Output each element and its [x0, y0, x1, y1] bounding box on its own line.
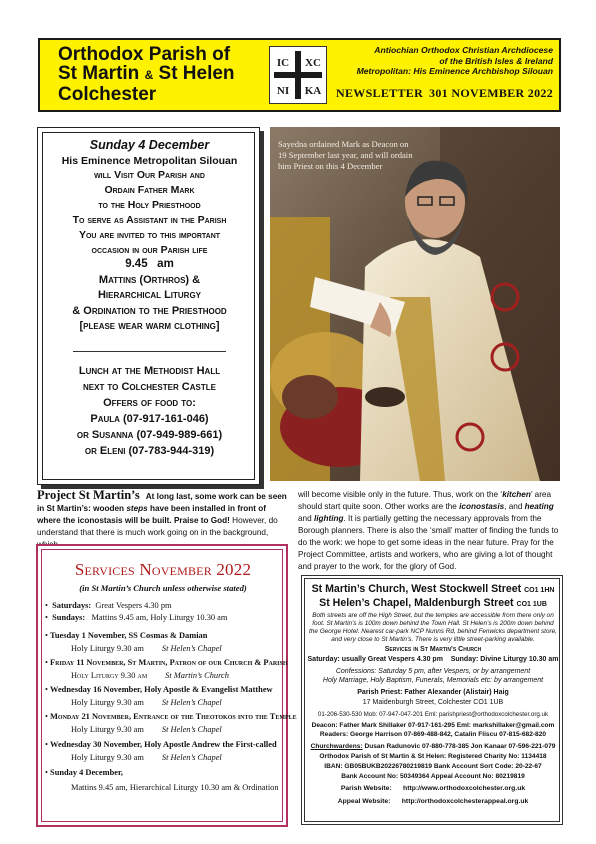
info-charity: Orthodox Parish of St Martin & St Helen: Registered Charity No: 1134418 [319, 753, 547, 760]
project-right-c: , and [504, 502, 525, 511]
diocese-line-1: Antiochian Orthodox Christian Archdiocese [374, 45, 553, 55]
diocese-line-3: Metropolitan: His Eminence Archbishop Silouan [356, 66, 553, 76]
newsletter-label: NEWSLETTER [336, 86, 424, 100]
service-e2-detail [45, 670, 285, 681]
church1-postcode: CO1 1HN [524, 587, 555, 594]
svg-text:IC: IC [276, 57, 290, 69]
e3-detail: Holy Liturgy 9.30 am [71, 698, 144, 707]
e3-place: St Helen’s Chapel [161, 698, 222, 707]
project-kitchen: kitchen [502, 490, 531, 499]
info-sat: Saturday: usually Great Vespers 4.30 pm [307, 656, 443, 663]
church2-name: St Helen’s Chapel, Maldenburgh Street [319, 597, 514, 609]
announce-line-7: occasion in our Parish life [91, 244, 208, 256]
announce-date: Sunday 4 December [89, 138, 210, 152]
contact-paula: Paula (07-917-161-046) [90, 413, 209, 425]
contact-eleni: or Eleni (07-783-944-319) [84, 445, 215, 457]
service-e3-detail [45, 697, 285, 708]
info-church-2 [305, 597, 561, 609]
title-st-martin: St Martin [58, 63, 140, 84]
project-title: Project St Martin’s [37, 488, 140, 502]
e1-title: Tuesday 1 November, SS Cosmas & Damian [50, 631, 208, 640]
service-e4-detail [45, 724, 285, 735]
announce-divider [73, 351, 226, 352]
church2-postcode: CO1 1UB [516, 601, 547, 608]
e2-title: Friday 11 November, St Martin, Patron of our Church & Parish [50, 658, 288, 667]
service-sundays: • Sundays: Mattins 9.45 am, Holy Liturgy 10.30 am [45, 613, 228, 622]
announce-line-2: will Visit Our Parish and [94, 169, 205, 181]
project-lighting: lighting [313, 514, 344, 523]
info-services-times [305, 656, 561, 663]
announce-line-5: To serve as Assistant in the Parish [72, 214, 227, 226]
services-title: Services November 2022 [74, 560, 252, 579]
church1-name: St Martin’s Church, West Stockwell Street [311, 583, 522, 595]
info-phones: 01-206-530-530 Mob: 07-947-047-201 Eml: parishpriest@orthodoxcolchester.org.uk [317, 711, 549, 718]
e6-detail: Mattins 9.45 am, Hierarchical Liturgy 10.30 am & Ordination [71, 783, 279, 792]
project-left-a: At long last, some work can be seen in St Martin’s: wooden [37, 492, 287, 513]
info-readers: Readers: George Harrison 07-869-488-842, Catalin Fliscu 07-815-682-820 [319, 731, 547, 738]
project-right-b: ’ area should start quite soon. Other works are the [298, 490, 552, 511]
wardens-label: Churchwardens: [310, 743, 363, 750]
service-e3-title: • Wednesday 16 November, Holy Apostle & Evangelist Matthew [45, 685, 273, 694]
sun-label: Sundays: [52, 613, 86, 622]
appeal-website-link[interactable]: Appeal Website: http://orthodoxcolchesterappeal.org.uk [337, 798, 529, 805]
announce-line-10: & Ordination to the Priesthood [72, 305, 227, 317]
title-line-3: Colchester [58, 84, 157, 105]
service-e2-title: • Friday 11 November, St Martin, Patron of our Church & Parish [45, 658, 288, 667]
svg-text:XC: XC [305, 57, 321, 69]
e5-detail: Holy Liturgy 9.30 am [71, 753, 144, 762]
sun-text: Mattins 9.45 am, Holy Liturgy 10.30 am [91, 613, 228, 622]
title-line-1: Orthodox Parish of [58, 44, 231, 65]
info-sacraments: Holy Marriage, Holy Baptism, Funerals, Memorials etc: by arrangement [322, 677, 544, 684]
project-right-d: and [298, 514, 314, 523]
announce-line-1: His Eminence Metropolitan Silouan [61, 155, 238, 167]
project-text-left [37, 489, 291, 551]
diocese-info [336, 45, 553, 77]
announce-time: 9.45 am [125, 258, 174, 270]
info-sun: Sunday: Divine Liturgy 10.30 am [450, 656, 559, 663]
project-iconostasis: iconostasis [459, 502, 505, 511]
contact-susanna: or Susanna (07-949-989-661) [76, 429, 223, 441]
title-line-2 [58, 64, 278, 85]
photo-caption: Sayedna ordained Mark as Deacon on 19 September last year, and will ordain him Priest on this 4 December [278, 139, 413, 171]
announce-line-8: Mattins (Orthros) & [98, 274, 201, 286]
services-box [36, 544, 297, 827]
e1-place: St Helen’s Chapel [161, 644, 222, 653]
wardens-names: Dusan Radunovic 07-880-778-385 Jon Kanaar 07-596-221-079 [362, 743, 556, 750]
service-e6-title: • Sunday 4 December, [45, 768, 124, 777]
svg-text:KA: KA [304, 85, 322, 97]
parish-website-link[interactable]: Parish Website: http://www.orthodoxcolchester.org.uk [340, 785, 526, 792]
announce-line-4: to the Holy Priesthood [98, 199, 201, 211]
e4-title: Monday 21 November, Entrance of the Theotokos into the Temple [50, 712, 297, 721]
info-iban: IBAN: GB05BUKB20226780219819 Bank Account Sort Code: 20-22-67 [324, 763, 542, 770]
announce-line-3: Ordain Father Mark [104, 184, 195, 196]
info-parish-priest: Parish Priest: Father Alexander (Alistair) Haig [357, 689, 509, 696]
e5-title: Wednesday 30 November, Holy Apostle Andrew the First-called [50, 740, 277, 749]
info-church-1 [305, 583, 561, 595]
service-e5-detail [45, 752, 285, 763]
info-services-heading: Services in St Martin’s Church [384, 646, 482, 653]
service-e6-detail [45, 782, 285, 793]
directions-line-1: Both streets are off the High Street, but the temples are accessible from there only on [312, 612, 554, 619]
parish-info-box [301, 575, 563, 825]
service-e4-title: • Monday 21 November, Entrance of the Theotokos into the Temple [45, 712, 297, 721]
directions-line-3: the George Hotel. Nearest car-park NCP Nunns Rd, behind Fenwicks department store, [309, 628, 557, 635]
e1-detail: Holy Liturgy 9.30 am [71, 644, 144, 653]
project-text-right [298, 489, 561, 573]
newsletter-month: NOVEMBER 2022 [451, 86, 553, 100]
info-account: Bank Account No: 50349364 Appeal Account No: 80219819 [341, 773, 525, 780]
bishop-photo-illustration [270, 127, 560, 481]
diocese-line-2: of the British Isles & Ireland [439, 55, 553, 66]
directions-line-2: foot. St Martin’s is 100m down behind the Town Hall. St Helen’s is 200m down behind [312, 620, 554, 627]
title-st-helen: St Helen [158, 63, 235, 84]
newsletter-header [38, 38, 561, 112]
service-saturdays: • Saturdays: Great Vespers 4.30 pm [45, 601, 172, 610]
sat-text: Great Vespers 4.30 pm [95, 601, 172, 610]
project-heating: heating [524, 502, 554, 511]
info-address: 17 Maidenburgh Street, Colchester CO1 1UB [362, 699, 504, 706]
parish-title [58, 45, 278, 104]
info-deacon: Deacon: Father Mark Shillaker 07-917-161-295 Eml: markshillaker@gmail.com [311, 722, 555, 729]
e4-place: St Helen’s Chapel [161, 725, 222, 734]
newsletter-issue [336, 86, 553, 101]
project-right-e: . It is partially getting the necessary approvals from the Borough planners. There is also the ‘small’ matter of finding the funds to do the work: we hope to get some ideas in the near future. Pray for the Project Committee, artists and workers, who are giving a lot of thought and prayer to the work, for the glory of God. [298, 514, 559, 571]
service-e1-title: • Tuesday 1 November, SS Cosmas & Damian [45, 631, 208, 640]
project-right-a: will become visible only in the future. Thus, work on the ‘ [298, 490, 503, 499]
lunch-line-1: Lunch at the Methodist Hall [78, 365, 221, 377]
svg-text:NI: NI [276, 85, 290, 97]
lunch-line-2: next to Colchester Castle [83, 381, 216, 393]
service-e1-detail [45, 643, 285, 654]
service-e5-title: • Wednesday 30 November, Holy Apostle Andrew the First-called [45, 740, 277, 749]
services-subtitle: (in St Martin’s Church unless otherwise stated) [79, 583, 247, 593]
e5-place: St Helen’s Chapel [161, 753, 222, 762]
ordination-announcement [37, 127, 260, 485]
announce-line-9: Hierarchical Liturgy [97, 289, 202, 301]
lunch-line-3: Offers of food to: [103, 397, 196, 409]
icxc-nika-cross-icon [269, 46, 327, 104]
ordination-photo [270, 127, 560, 481]
directions-line-4: and very close to St Martin’s. There is very little street-parking available. [331, 636, 535, 643]
project-left-b: have been installed in front of where the iconostasis will be built. Praise to God! [37, 504, 266, 525]
announce-line-11: [please wear warm clothing] [79, 320, 220, 332]
e3-title: Wednesday 16 November, Holy Apostle & Evangelist Matthew [50, 685, 273, 694]
info-churchwardens [305, 743, 561, 750]
e2-detail: Holy Liturgy 9.30 am [71, 671, 148, 680]
info-confessions: Confessions: Saturday 5 pm, after Vespers, or by arrangement [335, 668, 531, 675]
project-steps: steps [126, 504, 148, 513]
e4-detail: Holy Liturgy 9.30 am [71, 725, 144, 734]
e2-place: St Martin’s Church [165, 671, 229, 680]
sat-label: Saturdays: [52, 601, 92, 610]
project-left-c: However, do understand that there is much work going on in the background, [37, 516, 278, 537]
announce-line-6: You are invited to this important [78, 229, 221, 241]
newsletter-number: 301 [429, 86, 448, 100]
title-ampersand: & [144, 68, 154, 82]
e6-title: Sunday 4 December, [50, 768, 124, 777]
